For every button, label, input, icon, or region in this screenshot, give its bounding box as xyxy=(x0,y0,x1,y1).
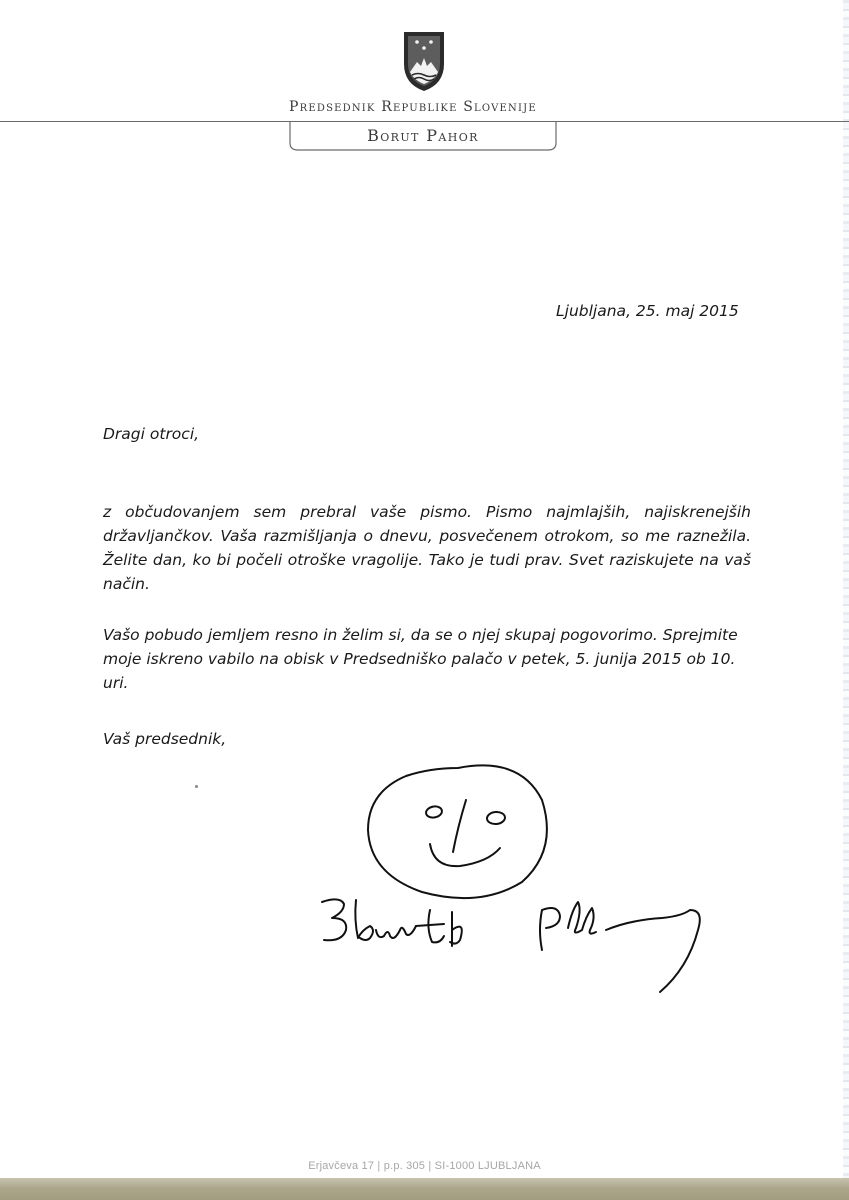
letter-closing: Vaš predsednik, xyxy=(103,730,227,748)
footer-address: Erjavčeva 17 | p.p. 305 | SI-1000 LJUBLJANA xyxy=(308,1160,541,1172)
coat-of-arms-icon xyxy=(400,28,448,94)
ink-dot xyxy=(195,785,198,788)
letterhead-name: Borut Pahor xyxy=(367,126,479,145)
letterhead-title-text: Predsednik Republike Slovenije xyxy=(289,99,537,115)
letter-salutation: Dragi otroci, xyxy=(103,425,200,443)
letter-paragraph-2: Vašo pobudo jemljem resno in želim si, da se o njej skupaj pogovorimo. Sprejmite moje iskreno vabilo na obisk v Predsedniško palačo v petek, 5. junija 2015 ob 10. uri. xyxy=(103,626,738,692)
letter-date: Ljubljana, 25. maj 2015 xyxy=(556,302,739,320)
footer-band xyxy=(0,1178,849,1200)
letter-paragraph-1: z občudovanjem sem prebral vaše pismo. Pismo najmlajših, najiskrenejših državljančkov. Vaša razmišljanja o dnevu, posvečenem otrokom, so me raznežila. Želite dan, ko bi počeli otroške vragolije. Tako je tudi prav. Svet raziskujete na vaš način. xyxy=(103,503,751,593)
scan-edge-strip xyxy=(843,0,849,1200)
letterhead-title xyxy=(0,99,849,119)
handwritten-signature xyxy=(310,760,730,1000)
